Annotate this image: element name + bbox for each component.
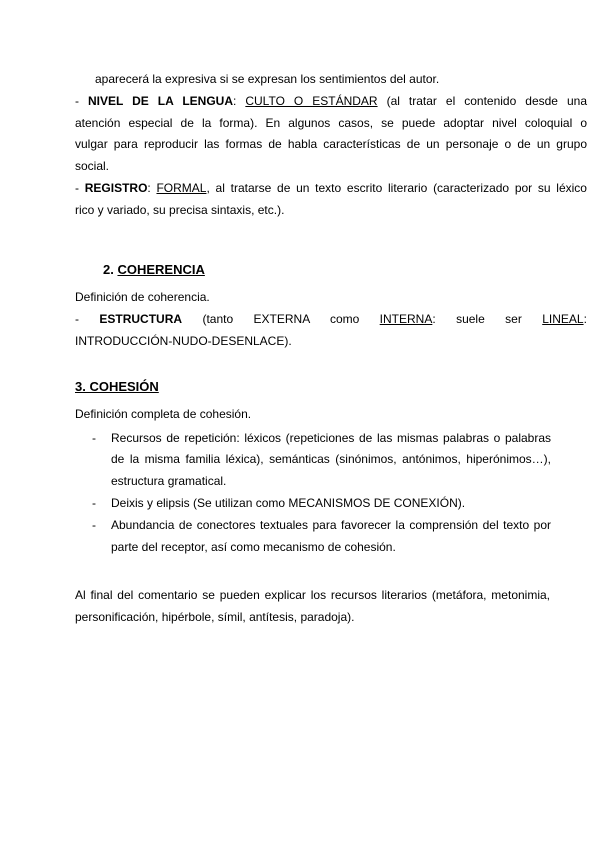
text: como bbox=[329, 312, 360, 326]
bullet-dash: - bbox=[92, 518, 96, 532]
bullet-dash: - bbox=[92, 431, 96, 445]
colon: : bbox=[233, 94, 246, 108]
text: (tanto bbox=[202, 312, 234, 326]
dash: - bbox=[75, 94, 88, 108]
text: ser bbox=[505, 312, 522, 326]
lineal-term: LINEAL bbox=[542, 312, 584, 326]
section-heading-cohesion: 3. COHESIÓN bbox=[75, 379, 159, 394]
registro-label: REGISTRO bbox=[84, 181, 148, 195]
text: suele bbox=[456, 312, 485, 326]
nivel-lengua-line bbox=[75, 94, 587, 108]
estructura-label: ESTRUCTURA bbox=[99, 312, 183, 326]
definition-text: Definición de coherencia. bbox=[75, 290, 210, 304]
text: : bbox=[583, 312, 587, 326]
bullet-line: Deixis y elipsis (Se utilizan como MECANISMOS DE CONEXIÓN). bbox=[111, 496, 466, 510]
paragraph-line: aparecerá la expresiva si se expresan los sentimientos del autor. bbox=[95, 72, 440, 86]
registro-line bbox=[75, 181, 587, 195]
bullet-line: Abundancia de conectores textuales para favorecer la comprensión del texto por bbox=[111, 518, 551, 532]
colon: : bbox=[147, 181, 157, 195]
nivel-lengua-text: (al tratar el contenido desde una bbox=[377, 94, 587, 108]
paragraph-line: atención especial de la forma). En algunos casos, se puede adoptar nivel coloquial o bbox=[75, 116, 587, 130]
bullet-line: de la misma familia léxica), semánticas (sinónimos, antónimos, hiperónimos…), bbox=[111, 452, 551, 466]
text: : bbox=[432, 312, 436, 326]
paragraph-line: social. bbox=[75, 159, 110, 173]
bullet-line: parte del receptor, así como mecanismo de cohesión. bbox=[111, 540, 396, 554]
closing-line: personificación, hipérbole, símil, antítesis, paradoja). bbox=[75, 610, 355, 624]
paragraph-line: INTRODUCCIÓN-NUDO-DESENLACE). bbox=[75, 334, 292, 348]
registro-value: FORMAL bbox=[156, 181, 207, 195]
paragraph-line: vulgar para reproducir las formas de habla características de un personaje o de un grupo bbox=[75, 137, 587, 151]
registro-text: , al tratarse de un texto escrito literario (caracterizado por su léxico bbox=[206, 181, 587, 195]
text: EXTERNA bbox=[253, 312, 310, 326]
dash: - bbox=[75, 312, 79, 326]
nivel-lengua-label: NIVEL DE LA LENGUA bbox=[88, 94, 233, 108]
paragraph-line: rico y variado, su precisa sintaxis, etc.). bbox=[75, 203, 285, 217]
section-heading-coherencia bbox=[103, 263, 205, 277]
definition-text: Definición completa de cohesión. bbox=[75, 407, 252, 421]
interna-term: INTERNA bbox=[379, 312, 433, 326]
bullet-line: Recursos de repetición: léxicos (repeticiones de las mismas palabras o palabras bbox=[111, 431, 551, 445]
bullet-line: estructura gramatical. bbox=[111, 474, 227, 488]
closing-line: Al final del comentario se pueden explicar los recursos literarios (metáfora, metonimia, bbox=[75, 588, 550, 602]
estructura-line bbox=[75, 312, 587, 326]
dash: - bbox=[75, 181, 85, 195]
nivel-lengua-value: CULTO O ESTÁNDAR bbox=[245, 94, 378, 108]
section-title: COHERENCIA bbox=[117, 262, 205, 277]
bullet-dash: - bbox=[92, 496, 96, 510]
section-number: 2. bbox=[103, 262, 118, 277]
